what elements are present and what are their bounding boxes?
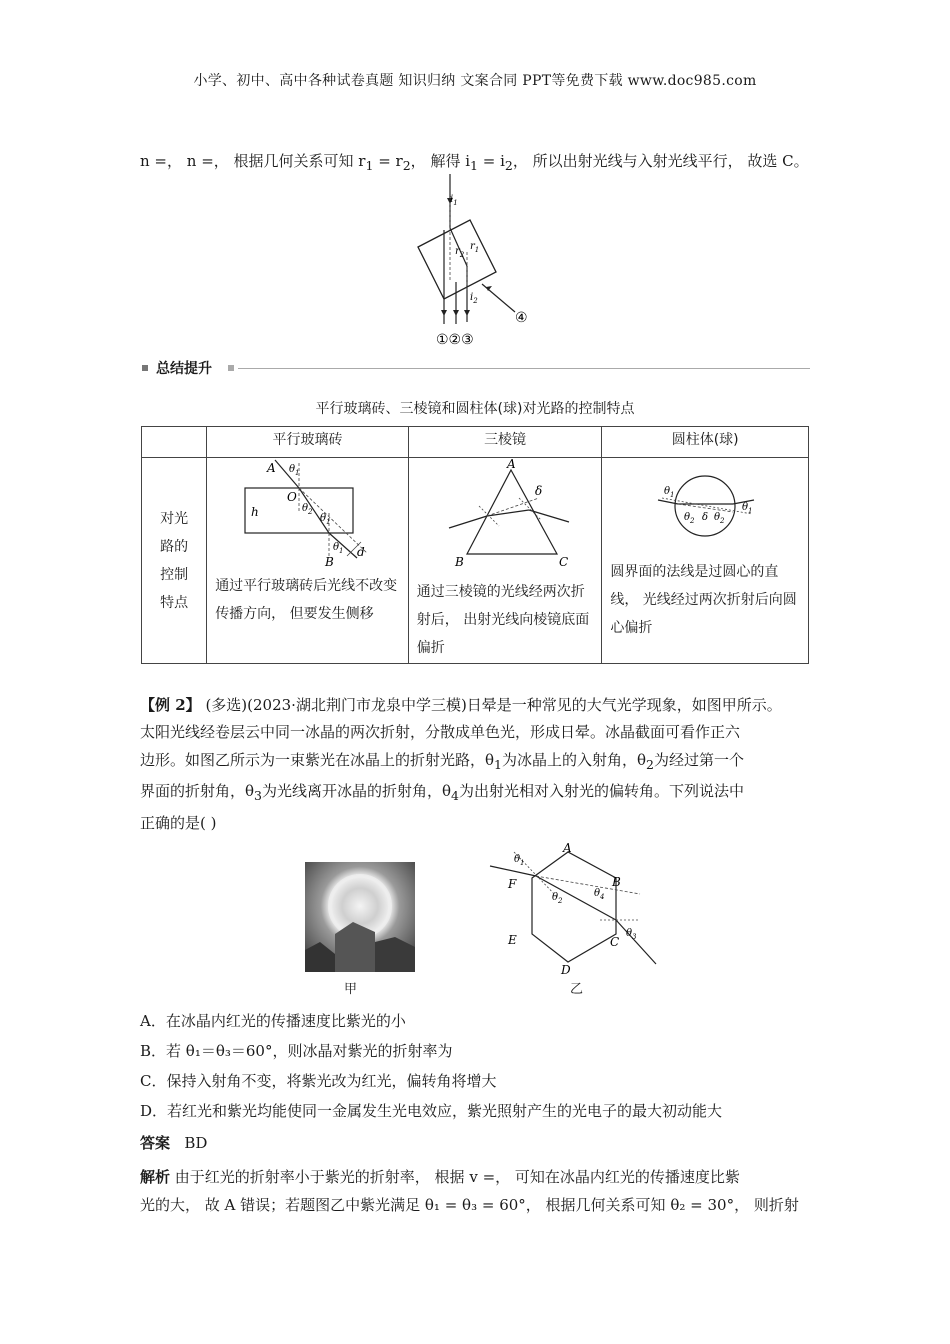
analysis: 解析 由于红光的折射率小于紫光的折射率， 根据 v =， 可知在冰晶内红光的传播速度比紫 光的大， 故 A 错误；若题图乙中紫光满足 θ₁ = θ₃ = 60°， 根据几何关系可知 θ₂ = 30°， 则折射	[140, 1168, 799, 1214]
caption-jia: 甲	[344, 982, 358, 997]
svg-text:θ1: $\theta_1$	[664, 486, 675, 499]
cell-prism	[408, 458, 602, 664]
table-title: 平行玻璃砖、三棱镜和圆柱体(球)对光路的控制特点	[315, 401, 635, 417]
svg-text:F: F	[508, 877, 517, 891]
desc-glass: 通过平行玻璃砖后光线不改变传播方向， 但要发生侧移	[215, 578, 398, 622]
ice-crystal-diagram	[488, 838, 668, 978]
svg-text:E: E	[508, 933, 517, 947]
svg-text:A: A	[506, 458, 516, 471]
intro-line: n =， n =， 根据几何关系可知 $r_1 = r_2$， 解得 $i_1 = i_2$， 所以出射光线与入射光线平行， 故选 C。	[140, 152, 809, 173]
sun-halo-photo	[305, 862, 415, 972]
svg-text:θ1: $\theta_1$	[742, 502, 753, 515]
svg-text:B: B	[612, 875, 621, 889]
svg-text:θ1: $\theta_1$	[320, 513, 331, 526]
svg-text:r1: $r_1$	[470, 241, 480, 254]
svg-text:θ2: $\theta_2$	[302, 503, 313, 516]
prism-diagram	[409, 458, 601, 568]
comparison-table	[141, 426, 809, 664]
svg-text:θ2: $\theta_2$	[714, 512, 725, 525]
cell-glass	[207, 458, 409, 664]
svg-text:C: C	[610, 935, 620, 949]
svg-text:θ1: $\theta_1$	[514, 854, 525, 867]
answer-line: 答案 BD	[140, 1134, 208, 1152]
glass-block-figure	[400, 172, 550, 350]
svg-text:θ1: $\theta_1$	[333, 542, 344, 555]
glass-diagram	[207, 458, 407, 568]
svg-text:B: B	[454, 555, 464, 568]
svg-text:θ2: $\theta_2$	[552, 892, 563, 905]
desc-prism: 通过三棱镜的光线经两次折射后， 出射光线向棱镜底面偏折	[416, 584, 590, 656]
desc-cylinder: 圆界面的法线是过圆心的直线， 光线经过两次折射后向圆心偏折	[610, 564, 797, 636]
caption-yi: 乙	[570, 982, 584, 997]
row-header: 对光 路的 控制 特点	[142, 458, 207, 664]
svg-text:A: A	[267, 461, 276, 475]
svg-text:B: B	[325, 555, 335, 568]
svg-text:d: d	[357, 545, 365, 559]
option-c: C．保持入射角不变，将紫光改为红光，偏转角将增大	[140, 1072, 497, 1090]
cylinder-diagram	[602, 458, 807, 548]
svg-text:δ: δ	[534, 484, 543, 498]
svg-text:A: A	[563, 841, 572, 855]
example-body: 太阳光线经卷层云中同一冰晶的两次折射，分散成单色光，形成日晕。冰晶截面可看作正六 边形。如图乙所示为一束紫光在冰晶上的折射光路，$\theta_1$为冰晶上的入射角，$\theta_2$为经过第一个 界面的折射角，$\theta_3$为光线离开冰晶的折射角，$\theta_4$为出射光相对入射光的偏转角。下列说法中 正确的是( )	[140, 723, 745, 832]
svg-text:θ1: $\theta_1$	[289, 464, 300, 477]
svg-text:i1: $i_1$	[450, 194, 458, 207]
example-heading: 【例 2】 (多选)(2023·湖北荆门市龙泉中学三模)日晕是一种常见的大气光学现象，如图甲所示。	[140, 696, 782, 714]
option-b: B．若 θ₁＝θ₃＝60°，则冰晶对紫光的折射率为	[140, 1042, 453, 1060]
cell-cylinder	[602, 458, 809, 664]
header-prism: 三棱镜	[408, 427, 602, 458]
page-header: 小学、初中、高中各种试卷真题 知识归纳 文案合同 PPT等免费下载 www.doc985.com	[193, 73, 757, 89]
svg-text:δ: δ	[702, 512, 709, 523]
glass-block-shape	[418, 220, 496, 299]
svg-text:θ2: $\theta_2$	[684, 512, 695, 525]
svg-text:①②③: ①②③	[436, 332, 474, 348]
header-glass: 平行玻璃砖	[207, 427, 409, 458]
summary-title: 总结提升	[156, 361, 212, 377]
summary-header	[142, 358, 810, 378]
svg-text:C: C	[558, 555, 568, 568]
option-a: A．在冰晶内红光的传播速度比紫光的小	[140, 1012, 406, 1030]
svg-text:h: h	[251, 505, 259, 519]
header-cylinder: 圆柱体(球)	[602, 427, 809, 458]
svg-text:O: O	[287, 490, 298, 504]
svg-text:θ4: $\theta_4$	[594, 888, 605, 901]
svg-text:i2: $i_2$	[470, 292, 478, 305]
svg-text:D: D	[561, 963, 571, 977]
svg-text:r2: $r_2$	[455, 246, 465, 259]
svg-text:④: ④	[515, 310, 528, 326]
option-d: D．若红光和紫光均能使同一金属发生光电效应，紫光照射产生的光电子的最大初动能大	[140, 1102, 723, 1120]
svg-text:θ3: $\theta_3$	[626, 928, 637, 941]
